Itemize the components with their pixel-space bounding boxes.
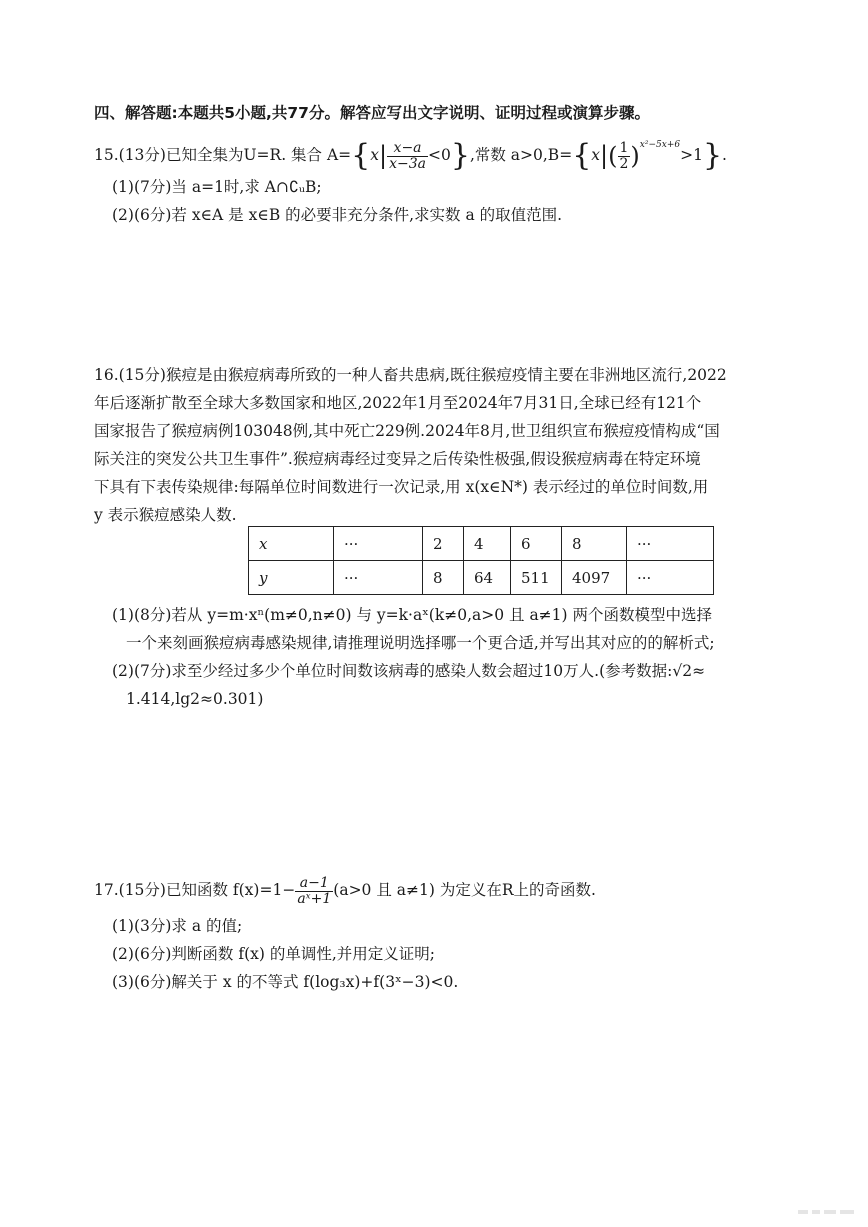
question-15-part-2: (2)(6分)若 x∈A 是 x∈B 的必要非充分条件,求实数 a 的取值范围. [112,206,563,224]
q15-set-a-var: x [370,146,379,164]
question-16-line-5: 下具有下表传染规律:每隔单位时间数进行一次记录,用 x(x∈N*) 表示经过的单位时间数,用 [94,478,709,496]
table-cell: 4 [464,527,511,561]
table-cell: 8 [562,527,627,561]
q15-set-b-var: x [591,146,601,164]
question-17-part-1: (1)(3分)求 a 的值; [112,917,243,935]
right-brace: } [702,138,723,173]
table-cell: 4097 [562,561,627,595]
question-17-part-2: (2)(6分)判断函数 f(x) 的单调性,并用定义证明; [112,945,435,963]
q15-set-b-denominator: 2 [619,155,629,172]
table-row [249,561,714,595]
table-cell: 8 [423,561,464,595]
q15-set-a-tail: <0 [427,146,451,164]
question-15-stem: 15.(13分)已知全集为U=R. 集合 A={x| $\frac{x-a}{x-3a}$ <0},常数 a>0,B={x|( $\frac{1}{2}$ )$^{x^2-5x+6}$>1}. [94,138,727,173]
section-title: 四、解答题:本题共5小题,共77分。解答应写出文字说明、证明过程或演算步骤。 [94,104,650,122]
q17-lead: 17.(15分)已知函数 f(x)=1− [94,881,296,900]
table-cell: ··· [627,561,714,595]
q17-denominator: aˣ+1 [297,890,332,907]
q15-set-a-numerator: x−a [387,141,428,157]
question-16-line-1: 16.(15分)猴痘是由猴痘病毒所致的一种人畜共患病,既往猴痘疫情主要在非洲地区流行,2022 [94,366,727,384]
q17-fraction [295,876,333,906]
table-cell: 2 [423,527,464,561]
left-brace: { [572,138,592,173]
infection-table [248,526,714,595]
table-cell: ··· [334,561,423,595]
question-16-line-4: 际关注的突发公共卫生事件”.猴痘病毒经过变异之后传染性极强,假设猴痘病毒在特定环境 [94,450,701,468]
right-brace: } [450,138,470,173]
table-cell: ··· [334,527,423,561]
question-17-stem [94,876,596,906]
q15-set-b-numerator: 1 [619,139,629,156]
left-brace: { [351,138,371,173]
question-16-line-6: y 表示猴痘感染人数. [94,506,237,524]
question-16-line-2: 年后逐渐扩散至全球大多数国家和地区,2022年1月至2024年7月31日,全球已经有121个 [94,394,702,412]
q15-set-a-denominator: x−3a [389,155,426,172]
question-17-part-3: (3)(6分)解关于 x 的不等式 f(log₃x)+f(3ˣ−3)<0. [112,973,459,991]
table-cell: y [249,561,334,595]
q15-set-b-fraction [618,141,631,171]
table-cell: ··· [627,527,714,561]
q15-set-a-fraction [387,141,428,171]
q15-set-b-exponent: x²−5x+6 [639,140,681,150]
question-16-part-2-line-1: (2)(7分)求至少经过多少个单位时间数该病毒的感染人数会超过10万人.(参考数据:√2≈ [112,662,706,680]
faint-watermark-icon [798,1207,854,1217]
q15-end: . [722,146,727,164]
q15-middle: ,常数 a>0,B= [469,146,573,164]
q15-lead: 15.(13分)已知全集为U=R. 集合 A= [94,146,352,164]
table-cell: 511 [511,561,562,595]
table-row [249,527,714,561]
question-16-part-1-line-1: (1)(8分)若从 y=m·xⁿ(m≠0,n≠0) 与 y=k·aˣ(k≠0,a>0 且 a≠1) 两个函数模型中选择 [112,606,713,624]
q17-tail: (a>0 且 a≠1) 为定义在R上的奇函数. [333,881,596,900]
q15-set-b-tail: >1 [680,146,703,164]
question-16-part-2-line-2: 1.414,lg2≈0.301) [126,690,264,708]
q17-numerator: a−1 [295,876,333,892]
question-15-part-1: (1)(7分)当 a=1时,求 A∩∁ᵤB; [112,178,322,196]
question-16-line-3: 国家报告了猴痘病例103048例,其中死亡229例.2024年8月,世卫组织宣布猴痘疫情构成“国 [94,422,720,440]
table-cell: 64 [464,561,511,595]
question-16-part-1-line-2: 一个来刻画猴痘病毒感染规律,请推理说明选择哪一个更合适,并写出其对应的的解析式; [126,634,715,652]
table-cell: 6 [511,527,562,561]
table-cell: x [249,527,334,561]
